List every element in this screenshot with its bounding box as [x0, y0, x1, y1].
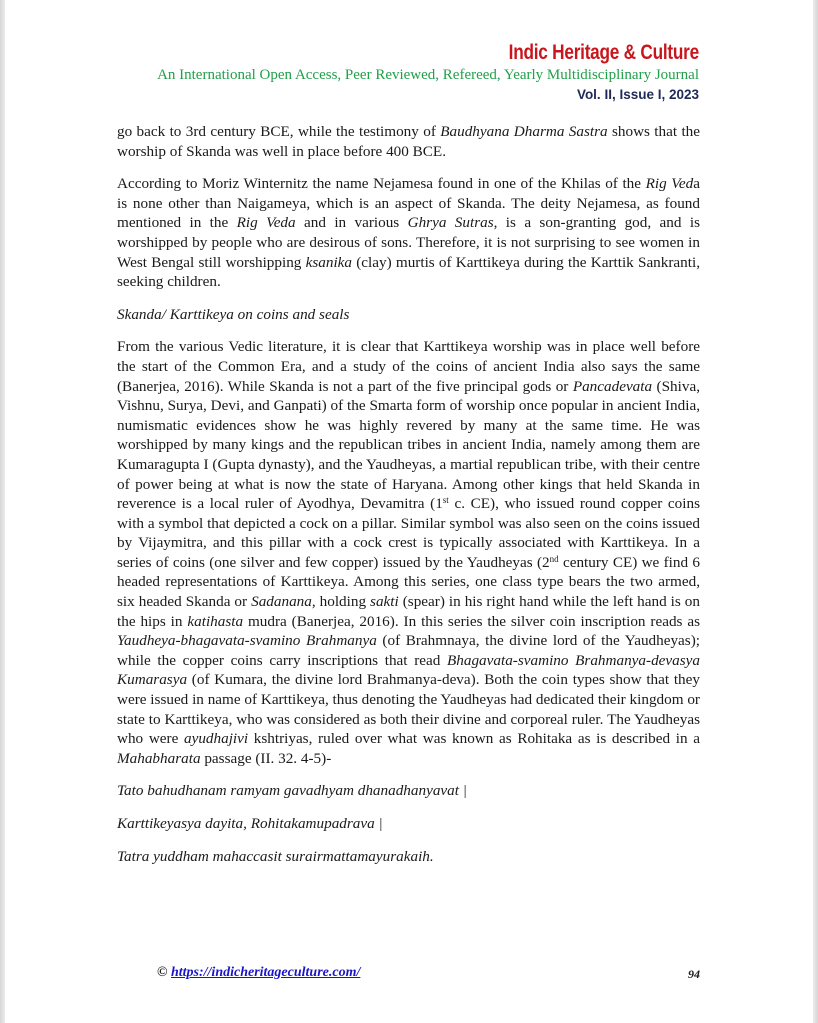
italic-term: ksanika: [305, 253, 353, 271]
italic-term: Yaudheya-bhagavata-svamino Brahmanya: [117, 632, 377, 650]
text-run: (spear) in his right hand while the left hand is on the hips in: [117, 593, 700, 630]
superscript: st: [442, 495, 449, 506]
italic-term: katihasta: [187, 612, 244, 630]
volume-issue: Vol. II, Issue I, 2023: [576, 87, 699, 102]
website-link[interactable]: https://indicheritageculture.com/: [170, 965, 361, 980]
section-heading: Skanda/ Karttikeya on coins and seals: [117, 305, 350, 323]
italic-term: Mahabharata: [117, 749, 201, 767]
text-run: c. CE), who issued round copper coins with a symbol that depicted a cock on a pillar. Similar symbol was also seen on the coins issued by Vijaymitra, and this pillar with a cock crest is typically associated with Karttikeya. In a series of coins (one silver and few copper) issued by the Yaudheyas (2: [117, 495, 700, 571]
text-run: mudra (Banerjea, 2016). In this series the silver coin inscription reads as: [243, 612, 701, 630]
italic-term: Ghrya Sutras: [407, 214, 494, 232]
text-run: From the various Vedic literature, it is clear that Karttikeya worship was in place well before the start of the Common Era, and a study of the coins of ancient India also says the same (Banerjea, 2016). While Skanda is not a part of the five principal gods or: [117, 338, 700, 395]
text-run: (Shiva, Vishnu, Surya, Devi, and Ganpati) of the Smarta form of worship once popular in ancient India, numismatic evidences show he was highly revered by many at the same time. He was worshipped by many kings and the republican tribes in ancient India, namely among them are Kumaragupta I (Gupta dynasty), and the Yaudheyas, a martial republican tribe, with their centre of power being at what is now the state of Haryana. Among other kings that held Skanda in reverence is a local ruler of Ayodhya, Devamitra (1: [117, 377, 701, 513]
text-run: go back to 3rd century BCE, while the testimony of: [117, 123, 441, 140]
verse-line: Tatra yuddham mahaccasit surairmattamayurakaih.: [117, 847, 434, 865]
text-run: According to Moriz Winternitz the name Nejamesa found in one of the Khilas of the: [117, 175, 646, 193]
verse-line: Karttikeyasya dayita, Rohitakamupadrava |: [117, 815, 383, 832]
italic-term: sakti: [370, 593, 399, 611]
verse-line: Tato bahudhanam ramyam gavadhyam dhanadhanyavat |: [117, 782, 467, 800]
text-run: , holding: [311, 593, 371, 611]
italic-term: ayudhajivi: [183, 730, 249, 748]
text-run: kshtriyas, ruled over what was known as Rohitaka as is described in a: [248, 730, 700, 748]
text-run: century CE) we find 6 headed representations of Karttikeya. Among this series, one class type bears the two armed, six headed Skanda or: [117, 553, 700, 611]
text-run: , is a son-granting god, and is worshipped by people who are desirous of sons. Therefore, it is not surprising to see women in West Bengal still worshipping: [117, 214, 700, 271]
text-run: a is none other than Naigameya, which is an aspect of Skanda. The deity Nejamesa, as found mentioned in the: [117, 175, 700, 232]
text-run: passage (II. 32. 4-5)-: [200, 749, 332, 767]
italic-term: Rig Veda: [236, 214, 296, 232]
article-body: [117, 122, 700, 879]
paragraph: [117, 337, 700, 768]
text-run: (of Kumara, the divine lord Brahmanya-deva). Both the coin types show that they were issued in name of Karttikeya, thus denoting the Yaudheyas had dedicated their kingdom or state to Karttikeya, who was considered as both their divine and corporeal ruler. The Yaudheyas who were: [117, 671, 700, 748]
journal-header: [157, 40, 699, 105]
italic-term: Bhagavata-svamino Brahmanya-devasya Kumarasya: [117, 651, 700, 689]
italic-term: Rig Ved: [645, 175, 694, 193]
text-run: shows that the worship of Skanda was well in place before 400 BCE.: [117, 123, 700, 160]
italic-term: Sadanana: [251, 593, 312, 611]
page-number: 94: [688, 967, 700, 981]
paragraph: [117, 174, 700, 292]
paragraph: [117, 122, 700, 161]
text-run: (clay) murtis of Karttikeya during the Karttik Sankranti, seeking children.: [117, 253, 701, 291]
italic-term: Baudhyana Dharma Sastra: [440, 123, 608, 140]
footer-copyright: [157, 965, 360, 982]
page-footer: [157, 965, 700, 982]
journal-title: Indic Heritage & Culture: [508, 41, 699, 64]
page-edge-shadow-left: [0, 0, 5, 1023]
text-run: (of Brahmnaya, the divine lord of the Yaudheyas); while the copper coins carry inscriptions that read: [117, 632, 700, 669]
superscript: nd: [549, 553, 559, 564]
journal-subtitle: An International Open Access, Peer Reviewed, Refereed, Yearly Multidisciplinary Journal: [157, 67, 699, 83]
text-run: and in various: [295, 214, 408, 232]
page-edge-shadow-right: [813, 0, 818, 1023]
copyright-icon: ©: [157, 965, 168, 980]
italic-term: Pancadevata: [572, 377, 653, 395]
